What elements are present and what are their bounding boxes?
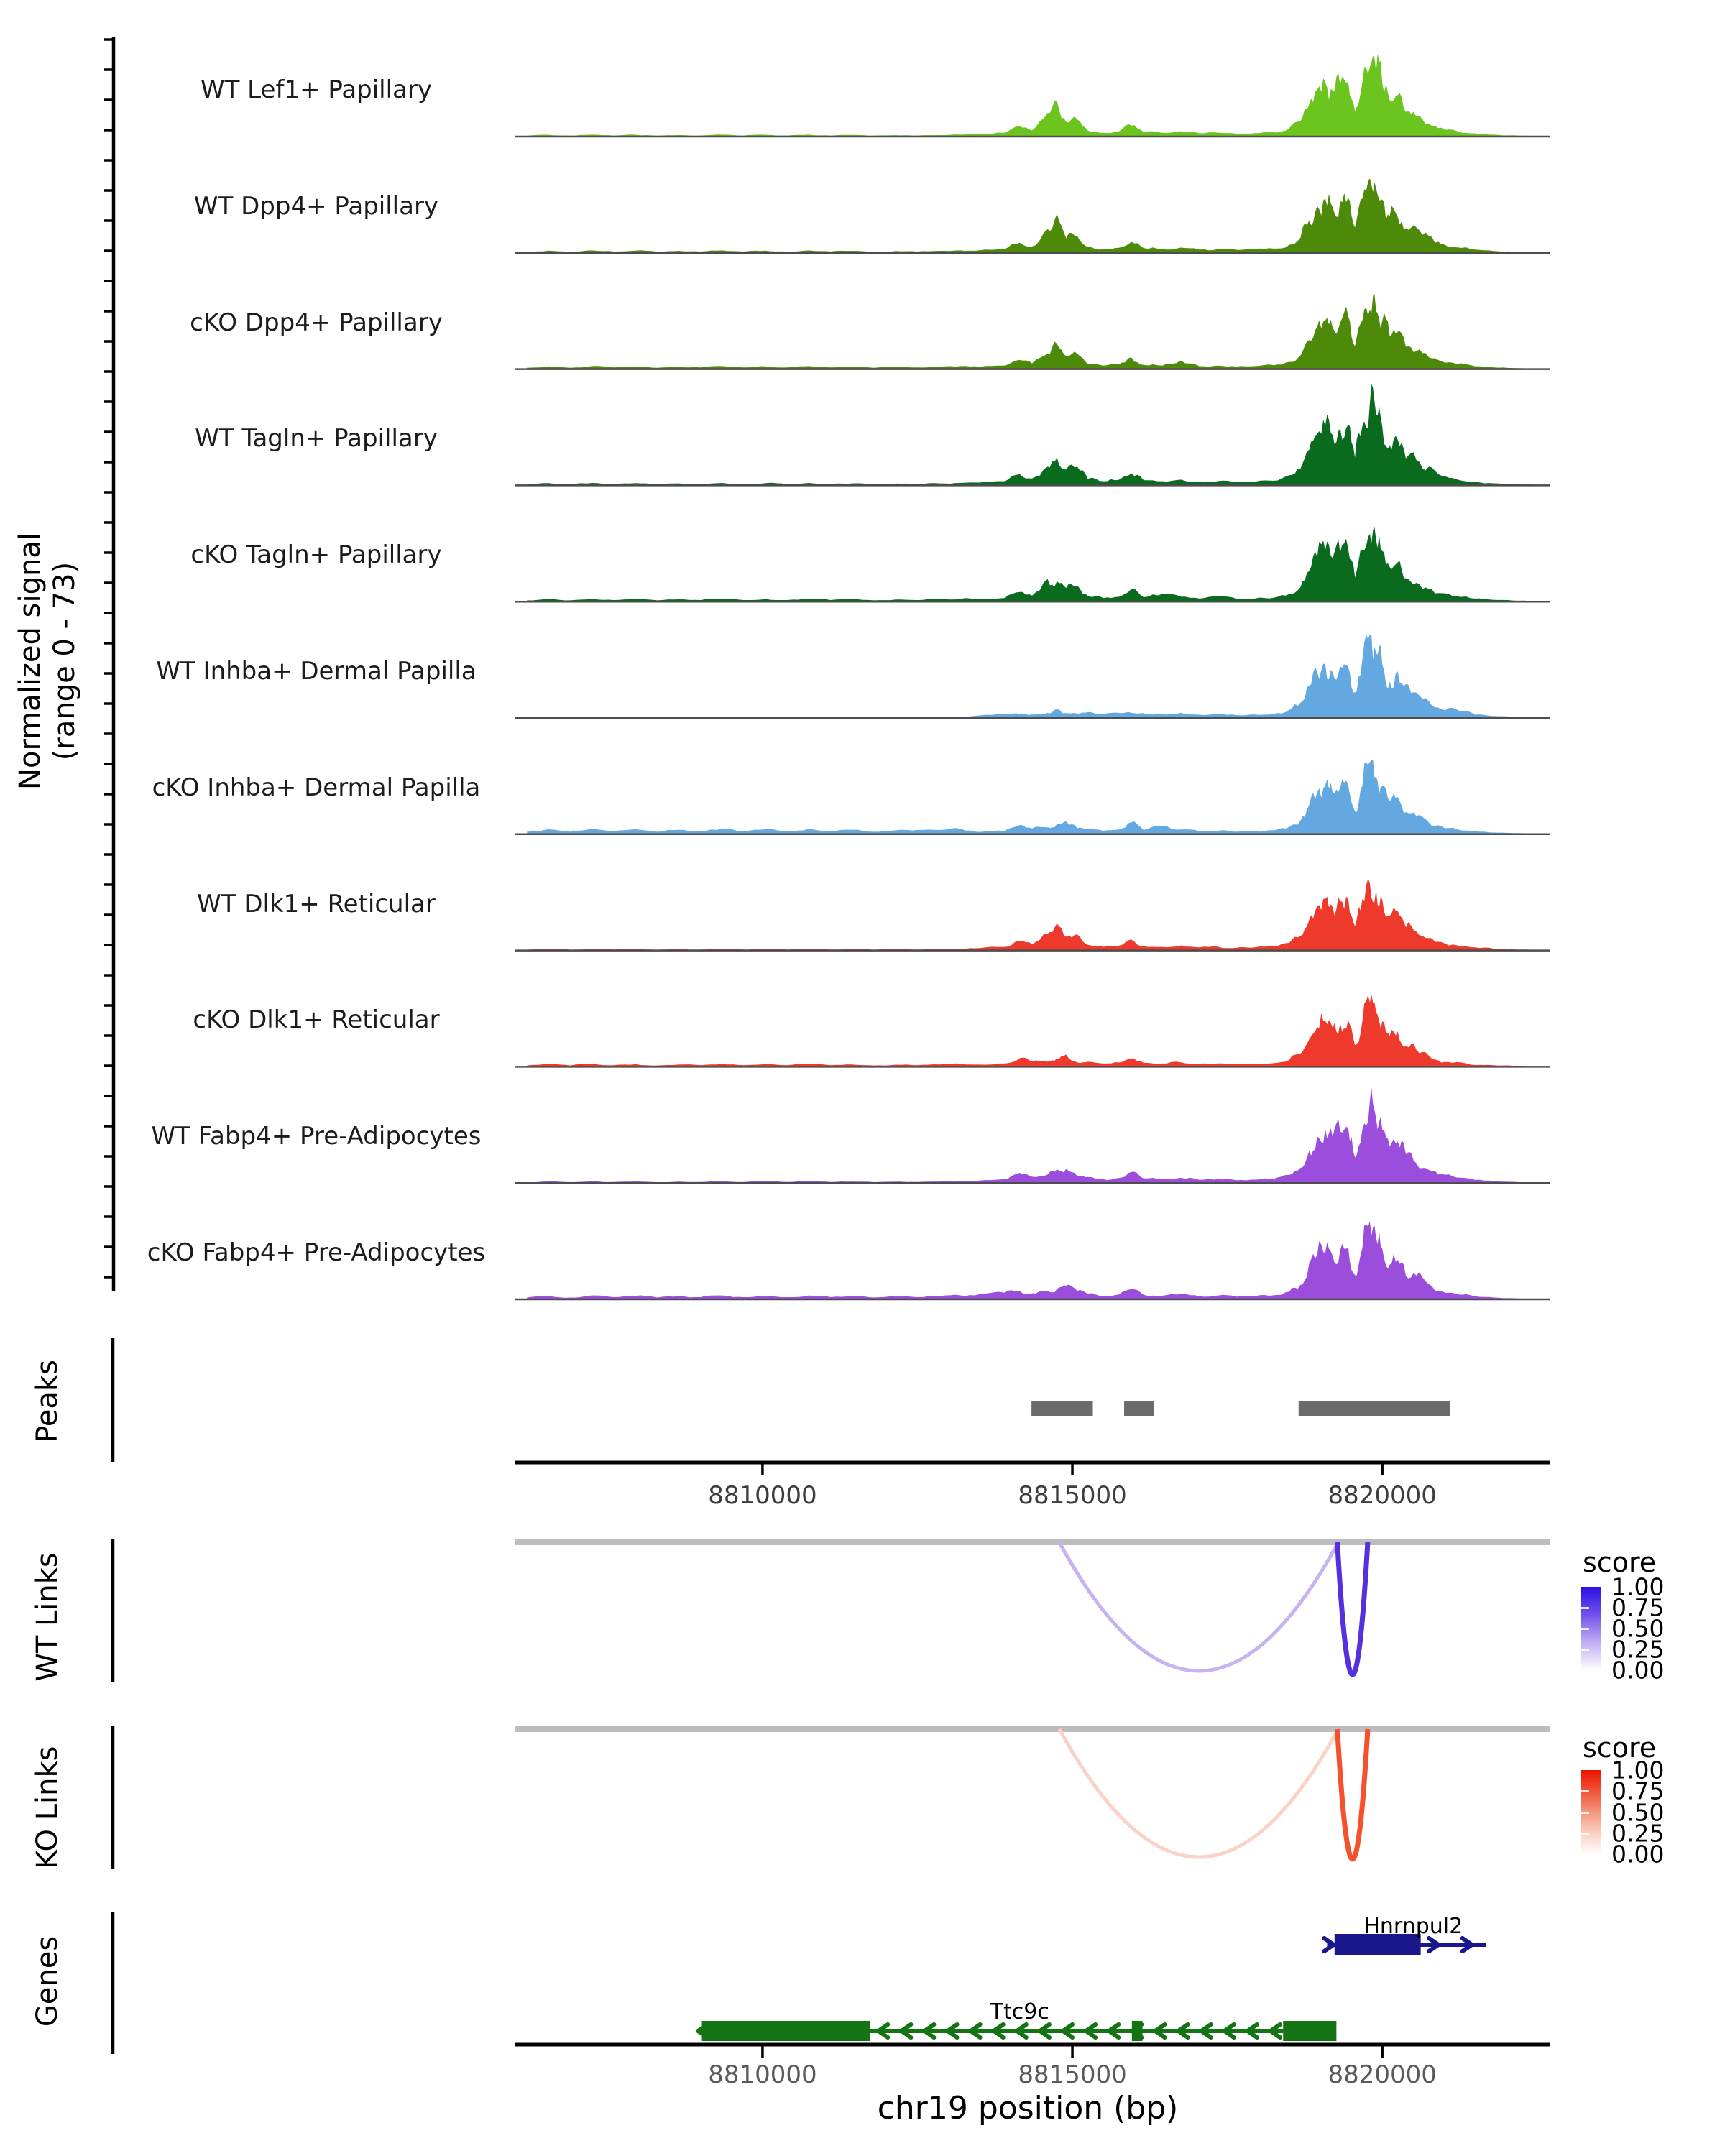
axis-tick-label: 8810000: [708, 1481, 817, 1510]
gene-exon-box: [1283, 2021, 1336, 2041]
wt-legend-tick: 0.75: [1611, 1593, 1665, 1622]
signal-track-area: [527, 760, 1534, 834]
signal-track-area: [527, 294, 1534, 369]
axis-tick-label: 8820000: [1328, 1481, 1437, 1510]
track-label: cKO Dpp4+ Papillary: [190, 308, 443, 337]
track-label: WT Dlk1+ Reticular: [197, 889, 436, 918]
signal-track-area: [527, 384, 1534, 485]
ko-legend-tick: 0.00: [1611, 1840, 1665, 1869]
signal-track-area: [527, 178, 1534, 253]
peak-region-bar: [1031, 1401, 1092, 1416]
legend-bar-tick: [1581, 1649, 1589, 1651]
ko-score-gradient-bar: [1581, 1770, 1601, 1854]
signal-track-area: [527, 635, 1534, 718]
signal-track-area: [527, 879, 1534, 951]
link-arc: [1338, 1542, 1368, 1674]
legend-bar-tick: [1581, 1607, 1589, 1609]
axis-tick-label: 8815000: [1018, 2060, 1127, 2089]
axis-tick-label: 8810000: [708, 2060, 817, 2089]
track-label: WT Inhba+ Dermal Papilla: [156, 657, 477, 686]
ko-links-panel-label: KO Links: [31, 1746, 64, 1869]
ko-legend-tick: 1.00: [1611, 1756, 1665, 1784]
track-label: WT Fabp4+ Pre-Adipocytes: [151, 1122, 482, 1151]
ko-score-legend-title: score: [1583, 1732, 1657, 1764]
signal-y-axis-label-line1: Normalized signal: [14, 533, 47, 790]
signal-y-axis-label-line2: (range 0 - 73): [48, 561, 81, 761]
track-label: cKO Inhba+ Dermal Papilla: [152, 773, 481, 802]
peak-region-bar: [1124, 1401, 1154, 1416]
link-arc: [1338, 1729, 1368, 1859]
link-arc: [1059, 1729, 1338, 1857]
gene-exon-box: [1132, 2021, 1143, 2041]
wt-legend-tick: 0.25: [1611, 1635, 1665, 1664]
wt-legend-tick: 1.00: [1611, 1572, 1665, 1601]
gene-label: Hnrnpul2: [1363, 1914, 1463, 1939]
axis-tick-label: 8820000: [1328, 2060, 1437, 2089]
legend-bar-tick: [1581, 1790, 1589, 1792]
peaks-panel-label: Peaks: [31, 1360, 64, 1443]
track-label: WT Tagln+ Papillary: [195, 424, 438, 453]
track-label: WT Dpp4+ Papillary: [193, 191, 439, 221]
wt-score-gradient-bar: [1581, 1587, 1601, 1670]
wt-score-legend-title: score: [1583, 1547, 1657, 1578]
peak-region-bar: [1299, 1401, 1450, 1416]
signal-y-axis-label: [13, 533, 82, 790]
ko-legend-tick: 0.25: [1611, 1819, 1665, 1848]
wt-links-panel-label: WT Links: [31, 1552, 64, 1682]
signal-track-area: [527, 1221, 1534, 1299]
signal-track-area: [527, 1087, 1534, 1183]
signal-track-area: [527, 54, 1534, 137]
track-label: cKO Dlk1+ Reticular: [193, 1005, 440, 1035]
track-label: WT Lef1+ Papillary: [200, 75, 433, 104]
legend-bar-tick: [1581, 1833, 1589, 1835]
signal-track-area: [527, 995, 1534, 1067]
genes-panel-label: Genes: [31, 1935, 64, 2027]
ko-legend-tick: 0.50: [1611, 1798, 1665, 1826]
legend-bar-tick: [1581, 1812, 1589, 1814]
ko-legend-tick: 0.75: [1611, 1777, 1665, 1805]
link-arc: [1059, 1542, 1338, 1671]
x-axis-title: chr19 position (bp): [877, 2090, 1179, 2127]
gene-exon-box: [702, 2021, 870, 2041]
gene-label: Ttc9c: [990, 1999, 1049, 2024]
axis-tick-label: 8815000: [1018, 1481, 1127, 1510]
track-label: cKO Tagln+ Papillary: [190, 540, 442, 570]
wt-legend-tick: 0.00: [1611, 1656, 1665, 1685]
legend-bar-tick: [1581, 1628, 1589, 1630]
track-label: cKO Fabp4+ Pre-Adipocytes: [147, 1238, 486, 1267]
wt-legend-tick: 0.50: [1611, 1614, 1665, 1643]
signal-track-area: [527, 527, 1534, 602]
